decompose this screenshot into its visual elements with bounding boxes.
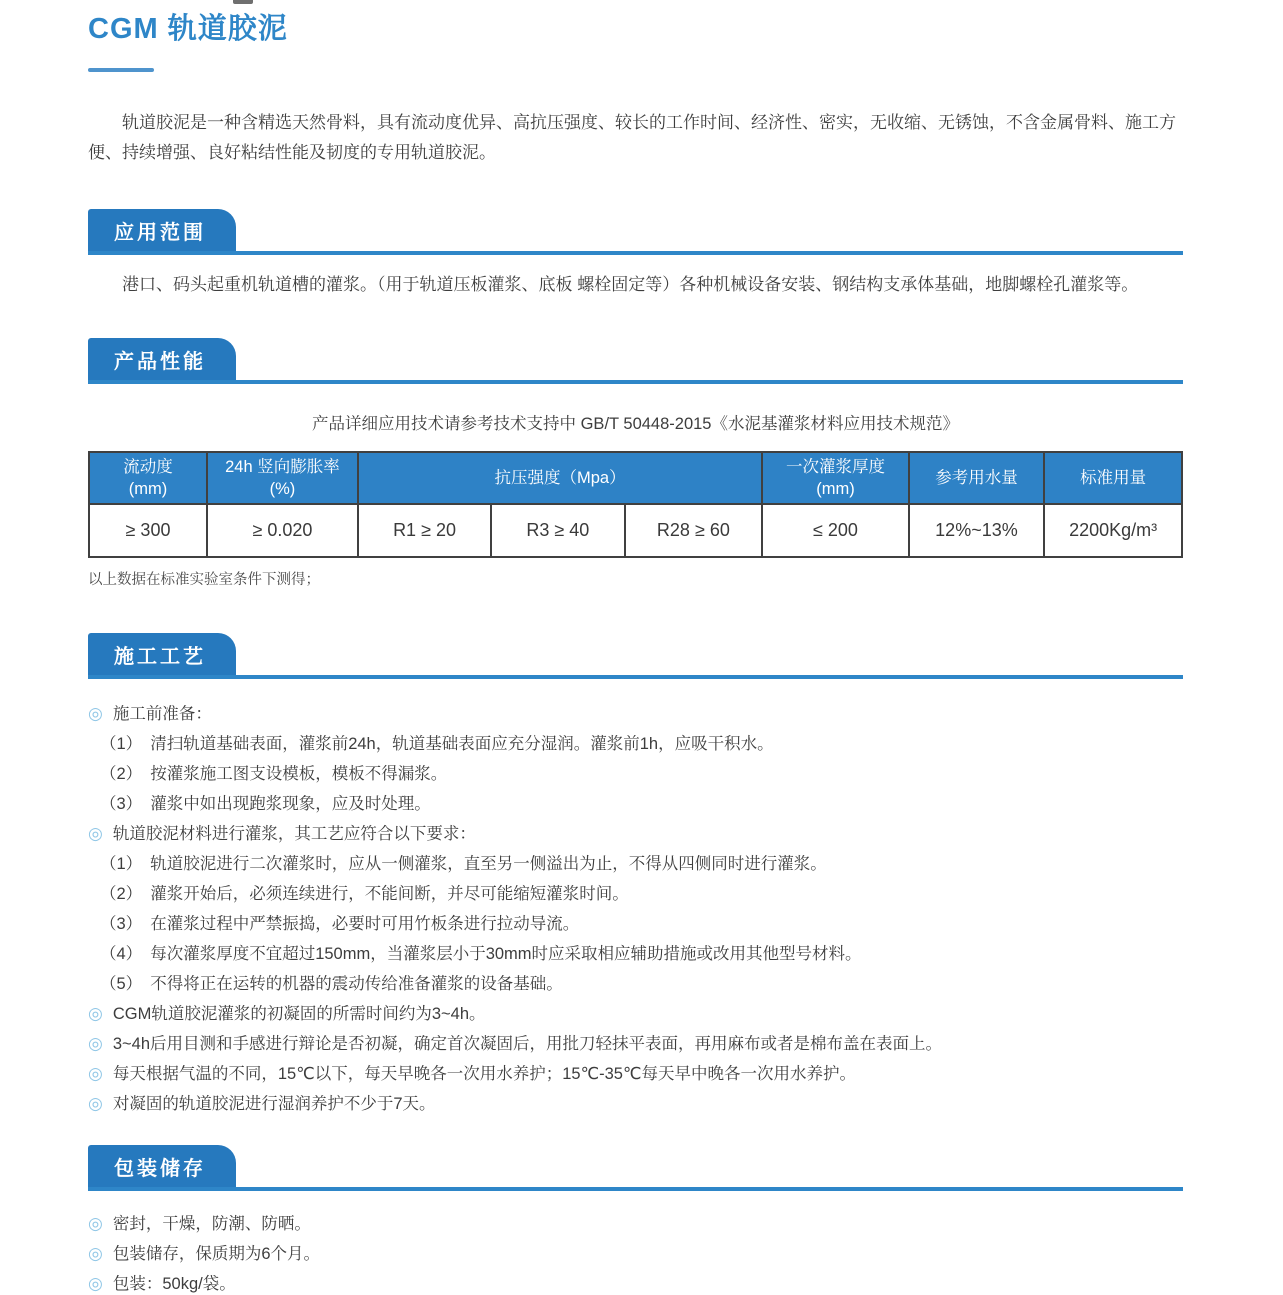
process-item [88, 943, 1183, 965]
process-item [88, 883, 1183, 905]
packaging-list [88, 1213, 1183, 1295]
process-item-text: CGM轨道胶泥灌浆的初凝固的所需时间约为3~4h。 [112, 1004, 486, 1023]
item-number: （5） [100, 974, 143, 993]
item-number: （2） [100, 884, 143, 903]
item-number: （4） [100, 944, 143, 963]
process-item [88, 853, 1183, 875]
bullet-icon: ◎ [88, 823, 103, 843]
bullet-icon: ◎ [88, 1003, 103, 1023]
process-item [88, 913, 1183, 935]
title-underline [88, 68, 154, 72]
process-item [88, 733, 1183, 755]
process-item [88, 703, 1183, 725]
process-item-text: 按灌浆施工图支设模板，模板不得漏浆。 [150, 764, 448, 783]
header-fluidity: 流动度 (mm) [89, 452, 207, 504]
process-item-text: 每天根据气温的不同，15℃以下，每天早晚各一次用水养护；15℃-35℃每天早中晚各一次用水养护。 [112, 1064, 856, 1083]
value-expansion: ≥ 0.020 [207, 504, 358, 557]
item-number: （1） [100, 854, 143, 873]
table-value-row [89, 504, 1182, 557]
bullet-icon: ◎ [88, 1213, 103, 1233]
process-item-text: 在灌浆过程中严禁振捣，必要时可用竹板条进行拉动导流。 [150, 914, 580, 933]
process-item-text: 轨道胶泥进行二次灌浆时，应从一侧灌浆，直至另一侧溢出为止，不得从四侧同时进行灌浆。 [150, 854, 827, 873]
process-item [88, 793, 1183, 815]
process-item-text: 清扫轨道基础表面，灌浆前24h，轨道基础表面应充分湿润。灌浆前1h，应吸干积水。 [150, 734, 774, 753]
packaging-item-text: 包装储存，保质期为6个月。 [112, 1244, 321, 1263]
application-text: 港口、码头起重机轨道槽的灌浆。（用于轨道压板灌浆、底板 螺栓固定等）各种机械设备安装、钢结构支承体基础，地脚螺栓孔灌浆等。 [122, 275, 1139, 295]
bullet-icon: ◎ [88, 703, 103, 723]
item-number: （3） [100, 914, 143, 933]
section-badge-performance: 产品性能 [88, 338, 236, 380]
bullet-icon: ◎ [88, 1273, 103, 1293]
header-dosage: 标准用量 [1044, 452, 1182, 504]
process-list [88, 703, 1183, 1115]
header-water: 参考用水量 [909, 452, 1045, 504]
bullet-icon: ◎ [88, 1063, 103, 1083]
process-item-text: 对凝固的轨道胶泥进行湿润养护不少于7天。 [112, 1094, 436, 1113]
item-number: （2） [100, 764, 143, 783]
process-item-text: 灌浆中如出现跑浆现象，应及时处理。 [150, 794, 431, 813]
process-item-text: 每次灌浆厚度不宜超过150mm，当灌浆层小于30mm时应采取相应辅助措施或改用其他型号材料。 [150, 944, 862, 963]
value-thickness: ≤ 200 [762, 504, 908, 557]
section-badge-packaging: 包装储存 [88, 1145, 236, 1187]
process-item-text: 不得将正在运转的机器的震动传给准备灌浆的设备基础。 [150, 974, 563, 993]
item-number: （1） [100, 734, 143, 753]
performance-reference-text: 产品详细应用技术请参考技术支持中 GB/T 50448-2015《水泥基灌浆材料应用技术规范》 [312, 415, 959, 434]
packaging-item-text: 包装：50kg/袋。 [112, 1274, 236, 1293]
table-header-row [89, 452, 1182, 504]
process-item [88, 1063, 1183, 1085]
process-item-text: 轨道胶泥材料进行灌浆，其工艺应符合以下要求： [112, 824, 476, 843]
header-expansion: 24h 竖向膨胀率 (%) [207, 452, 358, 504]
value-dosage: 2200Kg/m³ [1044, 504, 1182, 557]
bullet-icon: ◎ [88, 1033, 103, 1053]
section-badge-process: 施工工艺 [88, 633, 236, 675]
section-head-application [88, 209, 1183, 255]
process-item [88, 1093, 1183, 1115]
process-item [88, 763, 1183, 785]
section-head-process [88, 633, 1183, 679]
header-thickness: 一次灌浆厚度 (mm) [762, 452, 908, 504]
value-r28: R28 ≥ 60 [625, 504, 763, 557]
section-head-packaging [88, 1145, 1183, 1191]
performance-table [88, 451, 1183, 558]
process-item [88, 973, 1183, 995]
page-title: CGM 轨道胶泥 [88, 13, 288, 45]
section-head-performance [88, 338, 1183, 384]
process-item-text: 3~4h后用目测和手感进行辩论是否初凝，确定首次凝固后，用批刀轻抹平表面，再用麻布或者是棉布盖在表面上。 [112, 1034, 943, 1053]
intro-paragraph: 轨道胶泥是一种含精选天然骨料，具有流动度优异、高抗压强度、较长的工作时间、经济性、密实，无收缩、无锈蚀，不含金属骨料、施工方便、持续增强、良好粘结性能及韧度的专用轨道胶泥。 [88, 112, 1176, 163]
packaging-item [88, 1243, 1183, 1265]
process-item [88, 1033, 1183, 1055]
value-water: 12%~13% [909, 504, 1045, 557]
process-item-text: 灌浆开始后，必须连续进行，不能间断，并尽可能缩短灌浆时间。 [150, 884, 629, 903]
packaging-item-text: 密封，干燥，防潮、防晒。 [112, 1214, 311, 1233]
value-r1: R1 ≥ 20 [358, 504, 491, 557]
item-number: （3） [100, 794, 143, 813]
value-r3: R3 ≥ 40 [491, 504, 624, 557]
process-item [88, 823, 1183, 845]
bullet-icon: ◎ [88, 1093, 103, 1113]
bullet-icon: ◎ [88, 1243, 103, 1263]
header-compressive: 抗压强度（Mpa） [358, 452, 762, 504]
process-item [88, 1003, 1183, 1025]
section-badge-application: 应用范围 [88, 209, 236, 251]
value-fluidity: ≥ 300 [89, 504, 207, 557]
packaging-item [88, 1213, 1183, 1235]
table-footnote: 以上数据在标准实验室条件下测得； [88, 571, 320, 588]
process-item-text: 施工前准备： [112, 704, 212, 723]
packaging-item [88, 1273, 1183, 1295]
